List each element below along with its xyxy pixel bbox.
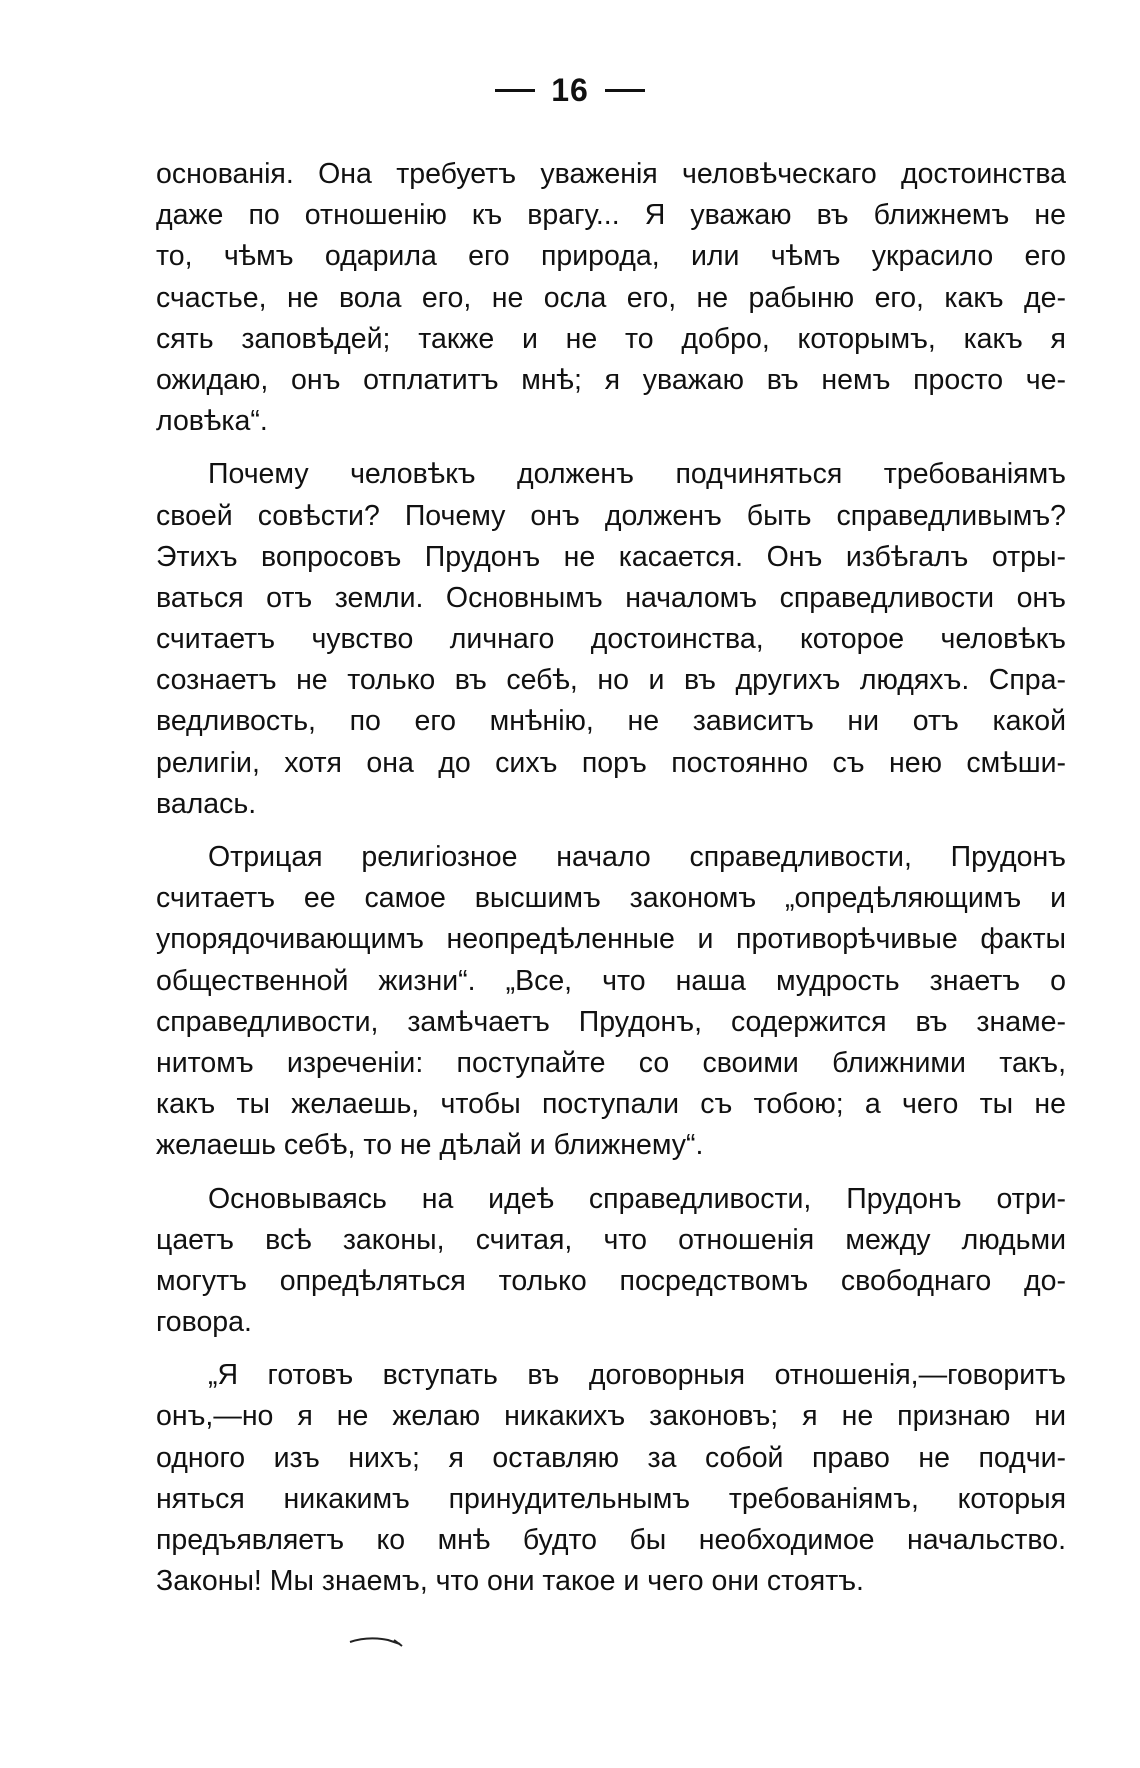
body-text [156, 154, 1066, 1602]
text-line: считаетъ чувство личнаго достоинства, которое человѣкъ [156, 623, 1066, 656]
page-number-value: 16 [551, 72, 589, 108]
text-line: какъ ты желаешь, чтобы поступали съ тобою; а чего ты не [156, 1088, 1066, 1121]
page-number-dash-right [605, 89, 645, 92]
text-line: то, чѣмъ одарила его природа, или чѣмъ украсило его [156, 240, 1066, 273]
text-line: одного изъ нихъ; я оставляю за собой право не подчи- [156, 1441, 1066, 1474]
text-line: Законы! Мы знаемъ, что они такое и чего они стоятъ. [156, 1565, 864, 1598]
text-line: упорядочивающимъ неопредѣленные и противорѣчивые факты [156, 923, 1066, 956]
paragraph [156, 154, 1066, 442]
text-line: сознаетъ не только въ себѣ, но и въ другихъ людяхъ. Спра- [156, 664, 1066, 697]
text-line: Этихъ вопросовъ Прудонъ не касается. Онъ избѣгалъ отры- [156, 540, 1066, 573]
text-line: „Я готовъ вступать въ договорныя отношенія,—говоритъ [208, 1359, 1066, 1392]
text-line: своей совѣсти? Почему онъ долженъ быть справедливымъ? [156, 499, 1066, 532]
paragraph [156, 837, 1066, 1167]
text-line: основанія. Она требуетъ уваженія человѣческаго достоинства [156, 158, 1066, 190]
text-line: Почему человѣкъ долженъ подчиняться требованіямъ [208, 458, 1066, 491]
text-line: ведливость, по его мнѣнію, не зависитъ ни отъ какой [156, 705, 1066, 738]
text-line: предъявляетъ ко мнѣ будто бы необходимое начальство. [156, 1524, 1066, 1556]
page-number [0, 72, 1140, 109]
paragraph [156, 454, 1066, 825]
text-line: говора. [156, 1306, 252, 1339]
text-line: могутъ опредѣляться только посредствомъ свободнаго до- [156, 1264, 1066, 1297]
text-line: счастье, не вола его, не осла его, не рабыню его, какъ де- [156, 281, 1066, 314]
text-line: онъ,—но я не желаю никакихъ законовъ; я не признаю ни [156, 1400, 1066, 1433]
paragraph [156, 1179, 1066, 1344]
text-line: религіи, хотя она до сихъ поръ постоянно съ нею смѣши- [156, 746, 1066, 779]
text-line: валась. [156, 787, 257, 820]
page-number-dash-left [495, 89, 535, 92]
text-line: няться никакимъ принудительнымъ требованіямъ, которыя [156, 1482, 1066, 1515]
paragraph [156, 1355, 1066, 1602]
text-line: Отрицая религіозное начало справедливости, Прудонъ [208, 841, 1066, 873]
text-line: ваться отъ земли. Основнымъ началомъ справедливости онъ [156, 581, 1066, 614]
text-line: ожидаю, онъ отплатитъ мнѣ; я уважаю въ немъ просто че- [156, 363, 1066, 396]
text-line: справедливости, замѣчаетъ Прудонъ, содержится въ знаме- [156, 1005, 1066, 1038]
text-line: цаетъ всѣ законы, считая, что отношенія между людьми [156, 1223, 1066, 1256]
text-line: нитомъ изреченіи: поступайте со своими ближними такъ, [156, 1046, 1066, 1079]
text-line: Основываясь на идеѣ справедливости, Прудонъ отри- [208, 1182, 1066, 1215]
text-line: желаешь себѣ, то не дѣлай и ближнему“. [156, 1129, 704, 1162]
text-line: ловѣка“. [156, 405, 268, 438]
text-line: общественной жизни“. „Все, что наша мудрость знаетъ о [156, 964, 1066, 997]
ornament-mark [348, 1630, 408, 1650]
text-line: считаетъ ее самое высшимъ закономъ „опредѣляющимъ и [156, 882, 1066, 915]
text-line: сять заповѣдей; также и не то добро, которымъ, какъ я [156, 322, 1066, 355]
text-line: даже по отношенію къ врагу... Я уважаю въ ближнемъ не [156, 199, 1066, 232]
